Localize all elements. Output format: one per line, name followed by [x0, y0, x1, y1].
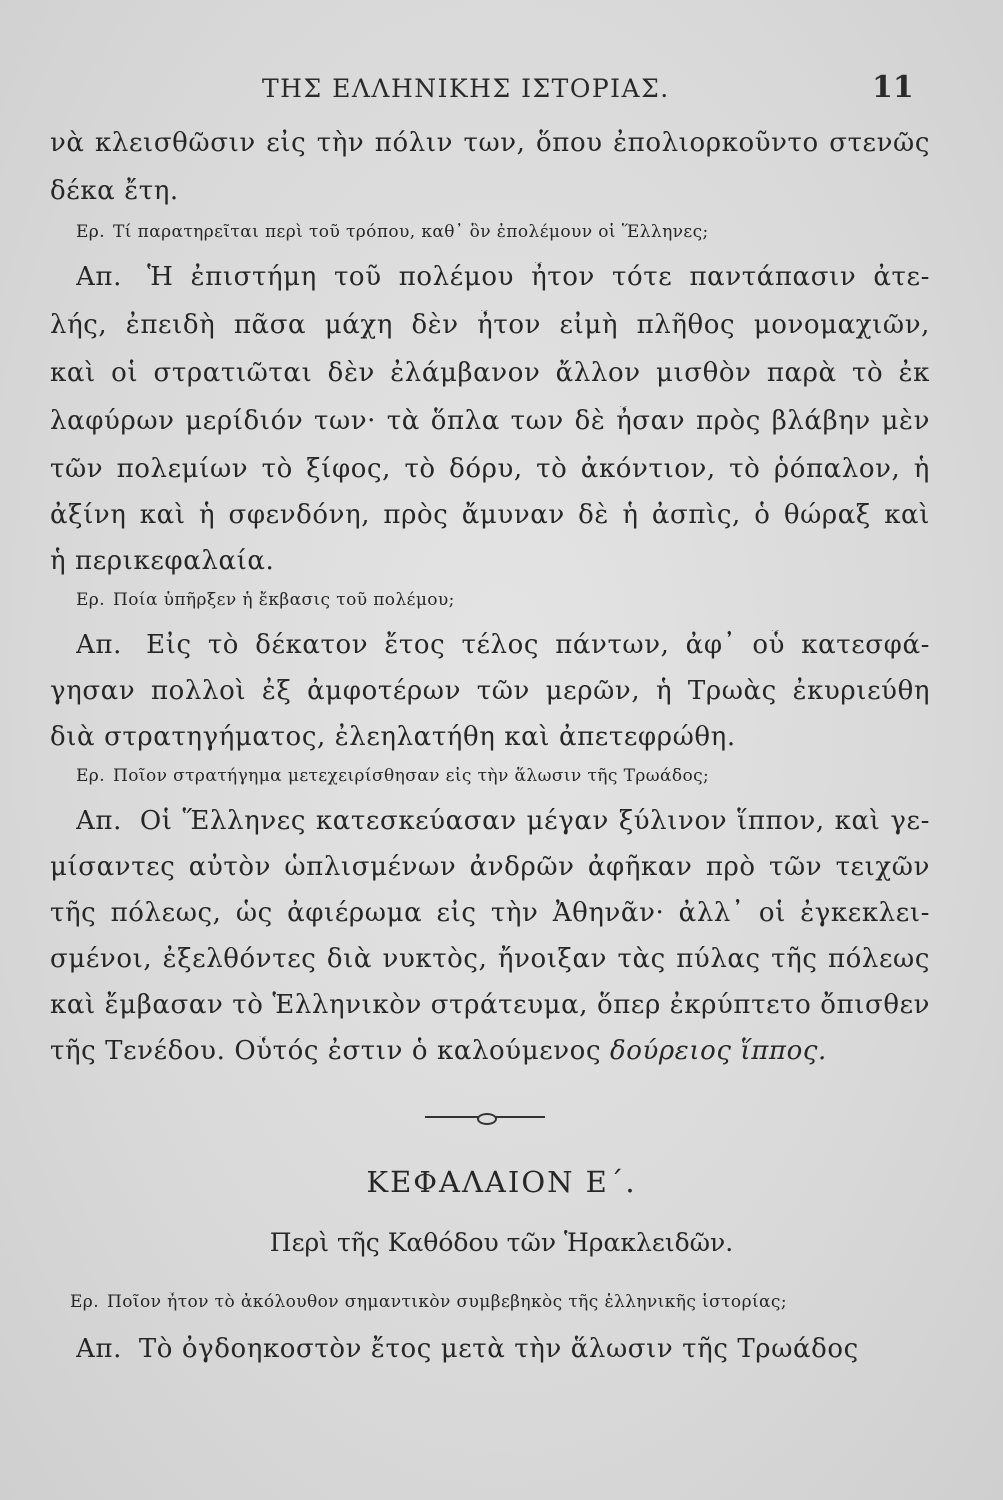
- page-header: [0, 70, 1003, 110]
- running-title: ΤΗΣ ΕΛΛΗΝΙΚΗΣ ΙΣΤΟΡΙΑΣ.: [262, 74, 670, 103]
- text-line: γησαν πολλοὶ ἐξ ἀμφοτέρων τῶν μερῶν, ἡ Τρωὰς ἐκυριεύθη: [50, 676, 930, 706]
- text-line: σμένοι, ἐξελθόντες διὰ νυκτὸς, ἤνοιξαν τὰς πύλας τῆς πόλεως: [50, 944, 930, 974]
- text-line: μίσαντες αὐτὸν ὡπλισμένων ἀνδρῶν ἀφῆκαν πρὸ τῶν τειχῶν: [50, 852, 930, 882]
- divider-ornament-icon: [477, 1113, 497, 1125]
- text-segment: τῆς Τενέδου. Οὗτός ἐστιν ὁ καλούμενος: [50, 1036, 602, 1066]
- answer-line: [76, 262, 930, 292]
- question-line: [70, 1292, 920, 1312]
- italic-phrase: δούρειος ἵππος.: [609, 1036, 827, 1066]
- question-text: Ποία ὑπῆρξεν ἡ ἔκβασις τοῦ πολέμου;: [113, 590, 455, 610]
- answer-label: Απ.: [76, 1334, 122, 1364]
- answer-label: Απ.: [76, 262, 122, 292]
- text-line: [50, 1036, 930, 1066]
- answer-text: Τὸ ὀγδοηκοστὸν ἔτος μετὰ τὴν ἅλωσιν τῆς Τρωάδος: [138, 1334, 859, 1364]
- text-line: τῶν πολεμίων τὸ ξίφος, τὸ δόρυ, τὸ ἀκόντιον, τὸ ῥόπαλον, ἡ: [50, 454, 930, 484]
- text-line: ἡ περικεφαλαία.: [50, 546, 275, 576]
- answer-text: Εἰς τὸ δέκατον ἔτος τέλος πάντων, ἀφ᾽ οὗ κατεσφά-: [146, 630, 930, 660]
- page-number: 11: [872, 70, 914, 105]
- answer-line: [76, 806, 930, 836]
- text-line: λαφύρων μερίδιόν των· τὰ ὅπλα των δὲ ἦσαν πρὸς βλάβην μὲν: [50, 406, 930, 436]
- answer-line: [76, 1334, 930, 1364]
- chapter-title: ΚΕΦΑΛΑΙΟΝ Ε΄.: [366, 1165, 637, 1199]
- chapter-subtitle: Περὶ τῆς Καθόδου τῶν Ἡρακλειδῶν.: [269, 1228, 734, 1257]
- question-label: Ερ.: [76, 222, 106, 242]
- text-line: δέκα ἔτη.: [50, 176, 179, 206]
- text-line: καὶ ἔμβασαν τὸ Ἑλληνικὸν στράτευμα, ὅπερ ἐκρύπτετο ὄπισθεν: [50, 990, 930, 1020]
- question-text: Ποῖον ἦτον τὸ ἀκόλουθον σημαντικὸν συμβεβηκὸς τῆς ἑλληνικῆς ἱστορίας;: [107, 1292, 787, 1312]
- text-line: νὰ κλεισθῶσιν εἰς τὴν πόλιν των, ὅπου ἐπολιορκοῦντο στενῶς: [50, 128, 930, 158]
- text-line: καὶ οἱ στρατιῶται δὲν ἐλάμβανον ἄλλον μισθὸν παρὰ τὸ ἐκ: [50, 358, 930, 388]
- answer-label: Απ.: [76, 630, 122, 660]
- text-line: λής, ἐπειδὴ πᾶσα μάχη δὲν ἦτον εἰμὴ πλῆθος μονομαχιῶν,: [50, 310, 930, 340]
- question-text: Ποῖον στρατήγημα μετεχειρίσθησαν εἰς τὴν ἅλωσιν τῆς Τρωάδος;: [113, 766, 710, 786]
- ornamental-divider: [425, 1112, 545, 1122]
- question-label: Ερ.: [76, 766, 106, 786]
- question-label: Ερ.: [76, 590, 106, 610]
- text-line: διὰ στρατηγήματος, ἐλεηλατήθη καὶ ἀπετεφρώθη.: [50, 722, 736, 752]
- question-line: [76, 222, 926, 242]
- question-line: [76, 766, 926, 786]
- question-line: [76, 590, 926, 610]
- question-label: Ερ.: [70, 1292, 100, 1312]
- question-text: Τί παρατηρεῖται περὶ τοῦ τρόπου, καθ᾽ ὃν ἐπολέμουν οἱ Ἕλληνες;: [113, 222, 709, 242]
- answer-text: Ἡ ἐπιστήμη τοῦ πολέμου ἦτον τότε παντάπασιν ἀτε-: [147, 262, 930, 292]
- text-line: ἀξίνη καὶ ἡ σφενδόνη, πρὸς ἄμυναν δὲ ἡ ἀσπὶς, ὁ θώραξ καὶ: [50, 500, 930, 530]
- answer-line: [76, 630, 930, 660]
- answer-text: Οἱ Ἕλληνες κατεσκεύασαν μέγαν ξύλινον ἵππον, καὶ γε-: [139, 806, 930, 836]
- answer-label: Απ.: [76, 806, 122, 836]
- text-line: τῆς πόλεως, ὡς ἀφιέρωμα εἰς τὴν Ἀθηνᾶν· ἀλλ᾽ οἱ ἐγκεκλει-: [50, 898, 930, 928]
